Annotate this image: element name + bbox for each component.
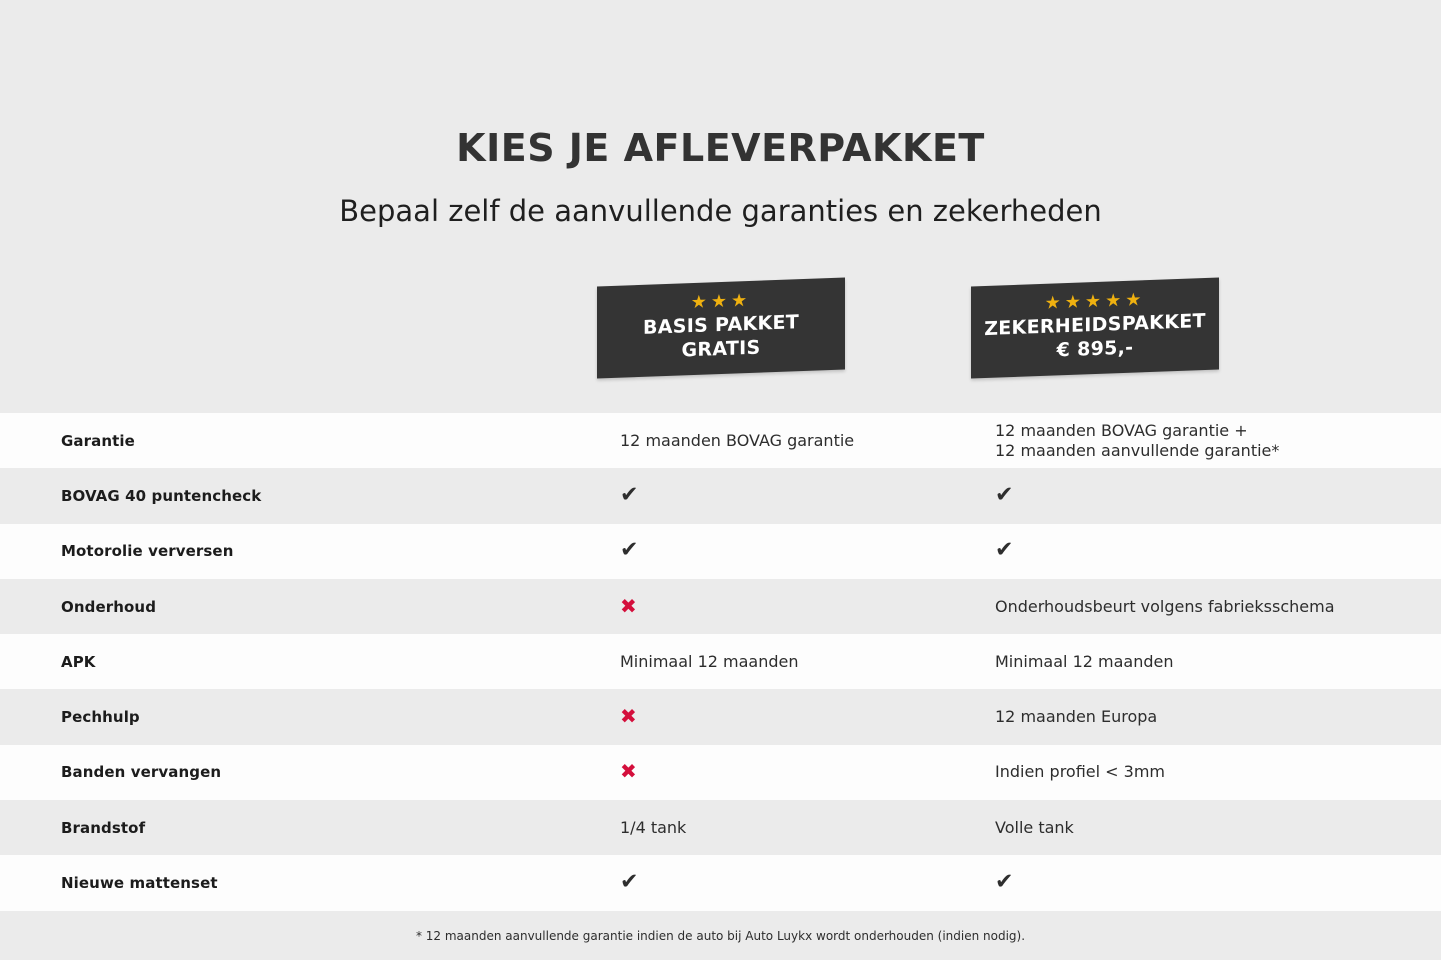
value-line: Minimaal 12 maanden: [995, 651, 1174, 671]
row-label: Nieuwe mattenset: [61, 874, 218, 893]
value-line: 12 maanden BOVAG garantie +: [995, 420, 1248, 440]
check-icon: ✔: [995, 537, 1014, 563]
package-badge-zekerheid: [971, 277, 1219, 378]
check-icon: ✔: [620, 482, 639, 508]
value-line: 12 maanden Europa: [995, 707, 1158, 727]
row-label: Onderhoud: [61, 597, 157, 616]
value-line: Onderhoudsbeurt volgens fabrieksschema: [995, 596, 1335, 616]
zekerheid-value: [995, 818, 1074, 838]
basis-value: [620, 706, 637, 728]
zekerheid-value: [995, 421, 1279, 461]
table-row: [0, 800, 1441, 855]
check-icon: ✔: [620, 537, 639, 563]
basis-value: [620, 593, 637, 618]
cross-icon: ✖: [620, 704, 637, 729]
package-badge-title: [977, 309, 1213, 366]
package-title-line: GRATIS: [681, 336, 761, 362]
value-line: Minimaal 12 maanden: [620, 651, 799, 671]
row-label: Brandstof: [61, 818, 146, 837]
basis-value: [620, 482, 639, 508]
row-label: Garantie: [61, 431, 135, 450]
value-line: 12 maanden BOVAG garantie: [620, 430, 855, 450]
page-title: KIES JE AFLEVERPAKKET: [456, 126, 985, 170]
check-icon: ✔: [995, 869, 1014, 895]
page-subtitle: Bepaal zelf de aanvullende garanties en zekerheden: [339, 194, 1102, 228]
basis-value: [620, 869, 639, 895]
table-row: [0, 468, 1441, 523]
table-row: [0, 524, 1441, 579]
value-line: Volle tank: [995, 817, 1074, 837]
zekerheid-value: [995, 652, 1173, 672]
basis-value: [620, 431, 854, 451]
cross-icon: ✖: [620, 593, 637, 618]
value-line: 1/4 tank: [620, 817, 687, 837]
check-icon: ✔: [995, 482, 1014, 508]
zekerheid-value: [995, 869, 1014, 895]
table-row: [0, 745, 1441, 800]
zekerheid-value: [995, 762, 1165, 782]
star-rating-icons: ★★★: [690, 289, 752, 314]
value-line: Indien profiel < 3mm: [995, 762, 1165, 782]
zekerheid-value: [995, 707, 1157, 727]
row-label: Pechhulp: [61, 708, 140, 727]
basis-value: [620, 761, 637, 783]
table-row: [0, 413, 1441, 468]
value-line: 12 maanden aanvullende garantie*: [995, 440, 1280, 460]
table-row: [0, 579, 1441, 634]
package-badge-title: [603, 309, 839, 366]
row-label: Banden vervangen: [61, 763, 222, 782]
package-badge-basis: [597, 277, 845, 378]
footnote: * 12 maanden aanvullende garantie indien de auto bij Auto Luykx wordt onderhouden (indien nodig).: [415, 928, 1026, 943]
cross-icon: ✖: [620, 759, 637, 784]
package-title-line: BASIS PAKKET: [642, 311, 800, 339]
row-label: APK: [61, 652, 96, 671]
package-title-line: ZEKERHEIDSPAKKET: [984, 309, 1206, 341]
zekerheid-value: [995, 537, 1014, 563]
table-row: [0, 634, 1441, 689]
table-row: [0, 855, 1441, 910]
zekerheid-value: [995, 482, 1014, 508]
basis-value: [620, 537, 639, 563]
package-title-line: € 895,-: [1056, 336, 1134, 362]
basis-value: [620, 818, 686, 838]
star-rating-icons: ★★★★★: [1044, 289, 1146, 314]
zekerheid-value: [995, 597, 1335, 617]
row-label: BOVAG 40 puntencheck: [61, 486, 262, 505]
table-row: [0, 689, 1441, 744]
basis-value: [620, 652, 798, 672]
comparison-table: [0, 413, 1441, 911]
row-label: Motorolie verversen: [61, 542, 234, 561]
check-icon: ✔: [620, 869, 639, 895]
